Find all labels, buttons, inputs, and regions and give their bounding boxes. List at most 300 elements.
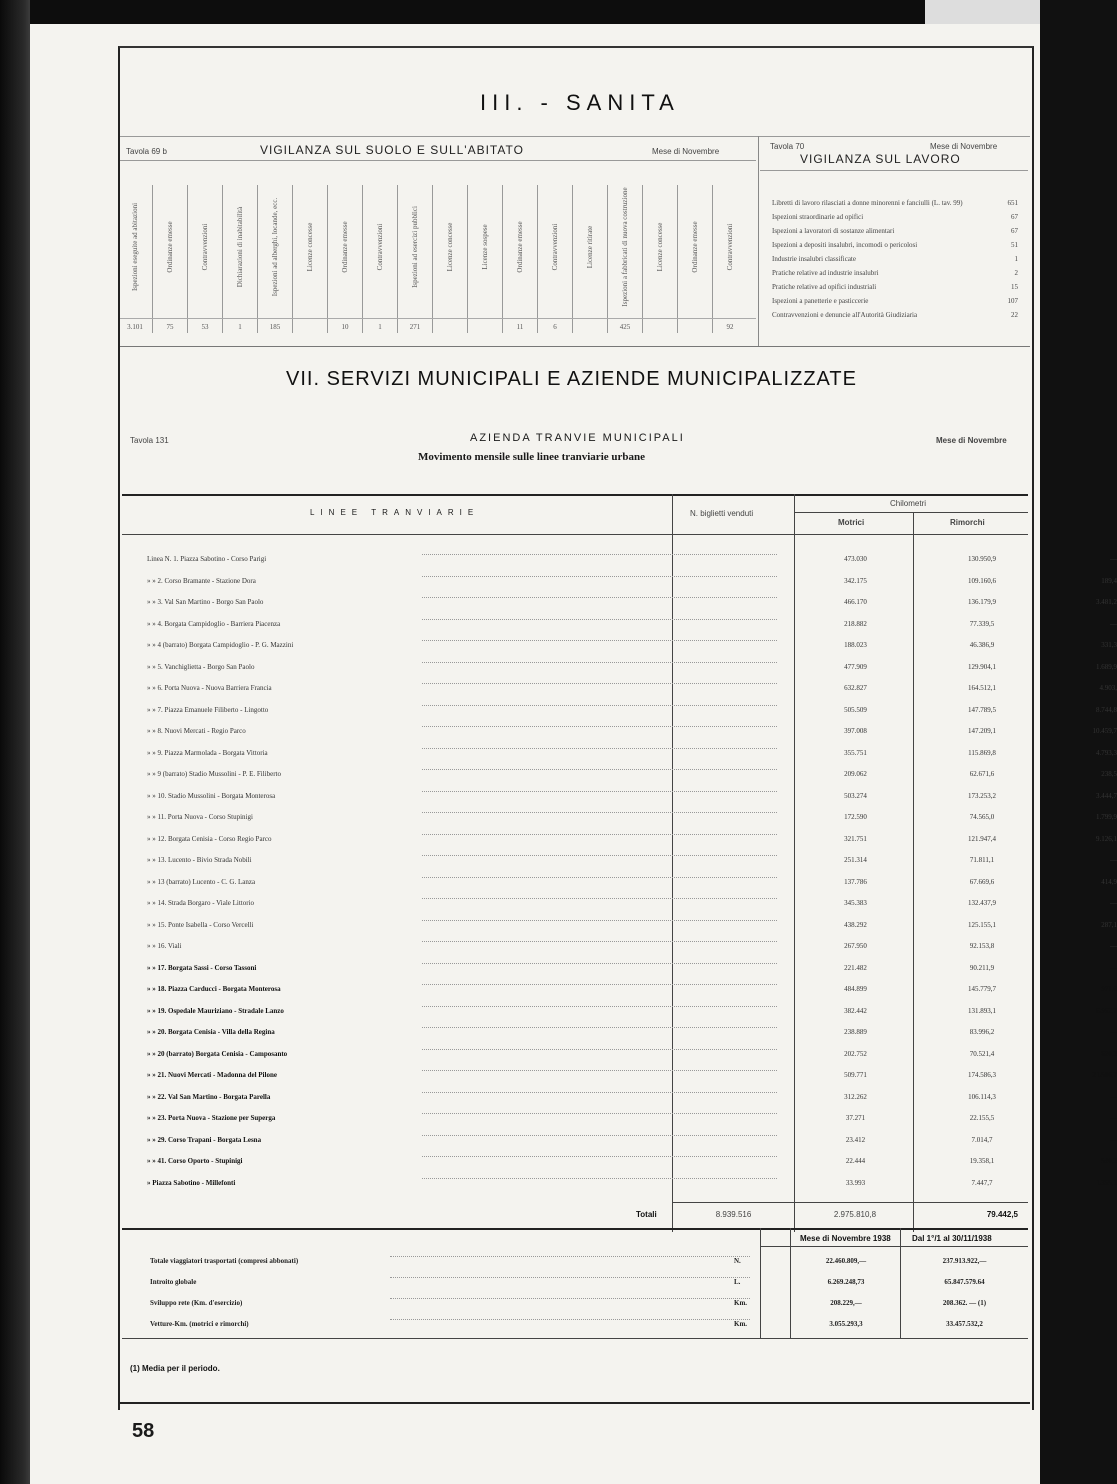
column-separator — [327, 185, 328, 333]
footnote: (1) Media per il periodo. — [130, 1364, 220, 1373]
tav-right-item-label: Ispezioni a panetterie e pasticcerie — [772, 297, 869, 305]
column-separator — [572, 185, 573, 333]
km-rimorchi: 21.566,7 — [1092, 1071, 1117, 1079]
leader-dots — [422, 1178, 777, 1179]
line-name: » » 8. Nuovi Mercati - Regio Parco — [147, 727, 246, 735]
km-rimorchi: 820,3 — [1101, 1049, 1117, 1058]
column-label: Ordinanze emesse — [516, 221, 524, 273]
km-rimorchi: 9.126,1 — [1096, 834, 1117, 843]
tav-left-title: VIGILANZA SUL SUOLO E SULL'ABITATO — [260, 143, 524, 157]
column-separator — [502, 185, 503, 333]
tav-left-value: 75 — [166, 323, 174, 331]
line-name: » » 6. Porta Nuova - Nuova Barriera Francia — [147, 684, 272, 692]
column-separator — [222, 185, 223, 333]
table-row — [122, 1132, 1117, 1150]
column-separator — [607, 185, 608, 333]
column-label: Licenze concesse — [656, 222, 664, 272]
leader-dots — [422, 963, 777, 964]
tav-left-value: 6 — [553, 323, 557, 331]
column-label: Ordinanze emesse — [691, 221, 699, 273]
km-rimorchi: — — [1110, 856, 1117, 864]
km-motrici: 147.789,5 — [968, 705, 996, 714]
km-rimorchi: — — [1110, 1092, 1117, 1101]
line-name: » » 2. Corso Bramante - Stazione Dora — [147, 576, 256, 585]
tav-right-item-label: Industrie insalubri classificate — [772, 255, 856, 263]
leader-dots — [422, 619, 777, 620]
table-row — [122, 1153, 1117, 1171]
line-name: » » 5. Vanchiglietta - Borgo San Paolo — [147, 662, 255, 671]
line-name: » » 22. Val San Martino - Borgata Parella — [147, 1092, 271, 1101]
table-row — [122, 702, 1117, 720]
leader-dots — [422, 726, 777, 727]
km-motrici: 62.671,6 — [969, 770, 995, 778]
line-name: » » 21. Nuovi Mercati - Madonna del Pilone — [147, 1071, 277, 1079]
tav-left-column-header — [579, 188, 601, 306]
column-separator — [257, 185, 258, 333]
leader-dots — [422, 791, 777, 792]
tav-right-item — [772, 310, 1018, 324]
tav-right-item — [772, 254, 1018, 268]
totali-label: Totali — [636, 1210, 657, 1219]
tav-131-subtitle: Movimento mensile sulle linee tranviarie urbane — [418, 451, 645, 463]
summary-month: 3.055.293,3 — [829, 1320, 863, 1328]
tav-left-column-header — [404, 188, 426, 306]
km-motrici: 19.358,1 — [969, 1157, 995, 1165]
km-motrici: 136.179,9 — [968, 598, 996, 606]
tickets-sold: 209.062 — [844, 770, 867, 778]
km-motrici: 129.904,1 — [968, 662, 996, 671]
km-rimorchi: — — [1110, 1135, 1117, 1144]
tickets-sold: 137.786 — [844, 877, 867, 886]
km-motrici: 92.153,8 — [969, 942, 995, 950]
tav-left-column-header — [299, 188, 321, 306]
table-row — [122, 745, 1117, 763]
line-name: » » 3. Val San Martino - Borgo San Paolo — [147, 598, 264, 606]
km-motrici: 77.339,5 — [969, 619, 995, 628]
table-row — [122, 1175, 1117, 1193]
leader-dots — [422, 640, 777, 641]
leader-dots — [422, 920, 777, 921]
summary-unit: Km. — [734, 1320, 748, 1328]
table-row — [122, 809, 1117, 827]
line-name: » » 23. Porta Nuova - Stazione per Superga — [147, 1114, 276, 1122]
km-motrici: 173.253,2 — [968, 791, 996, 800]
section-iii-title: III. - SANITA — [480, 90, 680, 115]
summary-row — [150, 1317, 1028, 1337]
tickets-sold: 251.314 — [844, 856, 867, 864]
tickets-sold: 382.442 — [844, 1006, 867, 1015]
leader-dots — [390, 1319, 750, 1320]
column-label: Contravvenzioni — [551, 223, 559, 271]
line-name: » » 41. Corso Oporto - Stupinigi — [147, 1157, 243, 1165]
table-row — [122, 1046, 1117, 1064]
column-label: Licenze ritirate — [586, 225, 594, 269]
tav-right-item-label: Ispezioni straordinarie ad opifici — [772, 213, 864, 221]
km-rimorchi: 4.793,3 — [1096, 748, 1117, 757]
km-rimorchi: 971,6 — [1101, 985, 1117, 993]
line-name: » » 29. Corso Trapani - Borgata Lesna — [147, 1135, 262, 1144]
tickets-sold: 477.909 — [844, 662, 867, 671]
km-rimorchi: — — [1110, 899, 1117, 907]
tav-right-item-label: Contravvenzioni e denuncie all'Autorità Giudiziaria — [772, 311, 918, 319]
tickets-sold: 267.950 — [844, 942, 867, 950]
tav-131-month: Mese di Novembre — [936, 436, 1007, 445]
summary-label: Vetture-Km. (motrici e rimorchi) — [150, 1320, 249, 1328]
tav-left-column-header — [159, 188, 181, 306]
table-row — [122, 874, 1117, 892]
km-motrici: 106.114,3 — [968, 1092, 996, 1101]
tav-left-value: 53 — [201, 323, 209, 331]
km-rimorchi: 189,4 — [1101, 576, 1117, 585]
tickets-sold: 172.590 — [844, 813, 867, 821]
tav-left-value: 185 — [269, 323, 281, 331]
km-rimorchi: — — [1110, 1028, 1117, 1036]
line-name: » » 9 (barrato) Stadio Mussolini - P. E. Filiberto — [147, 770, 281, 778]
scan-border-top — [30, 0, 925, 24]
leader-dots — [422, 1027, 777, 1028]
table-row — [122, 573, 1117, 591]
km-rimorchi: 10.459,7 — [1092, 727, 1117, 735]
km-rimorchi: 6.952,7 — [1096, 1006, 1117, 1015]
table-row — [122, 680, 1117, 698]
section-vii-title: VII. SERVIZI MUNICIPALI E AZIENDE MUNICIPALIZZATE — [286, 368, 857, 390]
header-motrici: Motrici — [838, 518, 865, 527]
tav-right-item-value: 22 — [1011, 311, 1018, 319]
km-motrici: 125.155,1 — [968, 920, 996, 929]
leader-dots — [422, 898, 777, 899]
km-rimorchi: — — [1110, 619, 1117, 628]
tav-right-item — [772, 226, 1018, 240]
km-rimorchi: — — [1110, 942, 1117, 950]
tav-left-label: Tavola 69 b — [126, 147, 167, 156]
line-name: » » 20 (barrato) Borgata Cenisia - Camposanto — [147, 1049, 288, 1058]
line-name: » » 4 (barrato) Borgata Campidoglio - P. G. Mazzini — [147, 641, 294, 649]
km-rimorchi: — — [1110, 1114, 1117, 1122]
leader-dots — [422, 662, 777, 663]
summary-month: 6.269.248,73 — [827, 1278, 865, 1286]
line-name: » » 13 (barrato) Lucento - C. G. Lanza — [147, 877, 256, 886]
leader-dots — [422, 1092, 777, 1093]
tickets-sold: 342.175 — [844, 576, 867, 585]
column-label: Ispezioni ad alberghi, locande, ecc. — [271, 197, 279, 297]
km-rimorchi: 238,5 — [1101, 770, 1117, 778]
tickets-sold: 466.170 — [844, 598, 867, 606]
tickets-sold: 473.030 — [844, 555, 867, 563]
table-row — [122, 895, 1117, 913]
column-separator — [397, 185, 398, 333]
leader-dots — [390, 1277, 750, 1278]
tav-left-column-header — [614, 188, 636, 306]
tav-left-column-header — [439, 188, 461, 306]
leader-dots — [422, 576, 777, 577]
tav-right-item — [772, 212, 1018, 226]
table-row — [122, 788, 1117, 806]
column-separator — [642, 185, 643, 333]
table-row — [122, 1024, 1117, 1042]
km-rimorchi: 414,9 — [1101, 877, 1117, 886]
leader-dots — [422, 748, 777, 749]
km-motrici: 22.155,5 — [969, 1114, 995, 1122]
table-row — [122, 831, 1117, 849]
km-motrici: 164.512,1 — [968, 684, 996, 692]
leader-dots — [390, 1256, 750, 1257]
table-row — [122, 938, 1117, 956]
table-row — [122, 594, 1117, 612]
tav-131-label: Tavola 131 — [130, 436, 169, 445]
km-motrici: 147.209,1 — [968, 727, 996, 735]
km-rimorchi: 3.444,7 — [1096, 791, 1117, 800]
tav-right-item — [772, 198, 1018, 212]
line-name: » » 13. Lucento - Bivio Strada Nobili — [147, 856, 252, 864]
table-row — [122, 659, 1117, 677]
column-label: Ordinanze emesse — [341, 221, 349, 273]
tav-right-item-value: 651 — [1007, 199, 1018, 207]
km-rimorchi: 1.689,9 — [1096, 662, 1117, 671]
tav-right-label: Tavola 70 — [770, 142, 805, 151]
tickets-sold: 503.274 — [844, 791, 867, 800]
tav-left-column-header — [509, 188, 531, 306]
summary-period: 33.457.532,2 — [946, 1320, 983, 1328]
line-name: » » 7. Piazza Emanuele Filiberto - Lingotto — [147, 705, 269, 714]
leader-dots — [422, 1113, 777, 1114]
tav-left-column-header — [684, 188, 706, 306]
tav-left-value: 425 — [619, 323, 631, 331]
summary-unit: Km. — [734, 1299, 748, 1307]
leader-dots — [422, 705, 777, 706]
tav-left-value: 1 — [238, 323, 242, 331]
km-motrici: 71.811,1 — [969, 856, 995, 864]
leader-dots — [422, 1156, 777, 1157]
leader-dots — [422, 597, 777, 598]
km-motrici: 115.869,8 — [968, 748, 996, 757]
column-label: Contravvenzioni — [726, 223, 734, 271]
line-name: » » 11. Porta Nuova - Corso Stupinigi — [147, 813, 253, 821]
tav-left-column-header — [649, 188, 671, 306]
km-rimorchi: 540,3 — [1101, 1157, 1117, 1165]
km-motrici: 130.950,9 — [968, 555, 996, 563]
summary-col2: Dal 1°/1 al 30/11/1938 — [912, 1234, 992, 1243]
tav-left-value: 11 — [516, 323, 524, 331]
totali-rimorchi: 79.442,5 — [986, 1210, 1018, 1219]
table-row — [122, 766, 1117, 784]
column-separator — [292, 185, 293, 333]
page-number: 58 — [132, 1420, 155, 1442]
tickets-sold: 23.412 — [845, 1135, 866, 1144]
km-motrici: 70.521,4 — [969, 1049, 995, 1058]
column-separator — [152, 185, 153, 333]
leader-dots — [422, 812, 777, 813]
column-label: Ordinanze emesse — [166, 221, 174, 273]
tickets-sold: 397.008 — [844, 727, 867, 735]
tav-right-item-label: Ispezioni a depositi insalubri, incomodi o pericolosi — [772, 241, 918, 249]
column-label: Dichiarazioni di inabitabilità — [236, 206, 244, 288]
summary-period: 237.913.922,— — [942, 1257, 987, 1265]
leader-dots — [422, 1049, 777, 1050]
tickets-sold: 321.751 — [844, 834, 867, 843]
summary-row — [150, 1296, 1028, 1316]
summary-label: Introito globale — [150, 1278, 197, 1286]
km-motrici: 121.947,4 — [968, 834, 996, 843]
tav-left-value: 10 — [341, 323, 349, 331]
tav-right-item-value: 2 — [1014, 269, 1018, 277]
km-motrici: 132.437,9 — [968, 899, 996, 907]
column-separator — [537, 185, 538, 333]
column-separator — [187, 185, 188, 333]
line-name: Linea N. 1. Piazza Sabotino - Corso Parigi — [147, 555, 267, 563]
km-rimorchi: 8.744,8 — [1096, 705, 1117, 714]
table-row — [122, 551, 1117, 569]
column-label: Ispezioni ad esercizi pubblici — [411, 206, 419, 288]
leader-dots — [422, 855, 777, 856]
leader-dots — [422, 941, 777, 942]
totali-motrici: 2.975.810,8 — [833, 1210, 877, 1219]
table-row — [122, 917, 1117, 935]
summary-col1: Mese di Novembre 1938 — [800, 1234, 891, 1243]
line-name: » » 19. Ospedale Mauriziano - Stradale Lanzo — [147, 1006, 284, 1015]
tav-right-item — [772, 282, 1018, 296]
leader-dots — [422, 877, 777, 878]
tav-right-month: Mese di Novembre — [930, 142, 998, 151]
table-row — [122, 616, 1117, 634]
summary-unit: N. — [734, 1257, 741, 1265]
km-motrici: 74.565,0 — [969, 813, 995, 821]
km-motrici: 46.386,9 — [969, 641, 995, 649]
km-motrici: 109.160,6 — [968, 576, 996, 585]
leader-dots — [422, 984, 777, 985]
tav-right-item-value: 67 — [1011, 213, 1018, 221]
tav-left-month: Mese di Novembre — [652, 147, 720, 156]
tickets-sold: 238.889 — [844, 1028, 867, 1036]
table-row — [122, 1110, 1117, 1128]
tav-left-value: 3.101 — [127, 323, 143, 331]
tav-right-item — [772, 268, 1018, 282]
tickets-sold: 188.023 — [844, 641, 867, 649]
column-separator — [712, 185, 713, 333]
column-separator — [432, 185, 433, 333]
km-motrici: 7.014,7 — [971, 1135, 993, 1144]
leader-dots — [390, 1298, 750, 1299]
line-name: » » 12. Borgata Cenisia - Corso Regio Parco — [147, 834, 272, 843]
header-linee: LINEE TRANVIARIE — [310, 508, 480, 517]
tav-right-item-value: 51 — [1011, 241, 1018, 249]
tickets-sold: 202.752 — [844, 1049, 867, 1058]
line-name: » » 4. Borgata Campidoglio - Barriera Piacenza — [147, 619, 281, 628]
tav-left-column-header — [334, 188, 356, 306]
line-name: » » 18. Piazza Carducci - Borgata Monterosa — [147, 985, 281, 993]
tickets-sold: 505.509 — [844, 705, 867, 714]
km-rimorchi: — — [1110, 963, 1117, 972]
summary-row — [150, 1275, 1028, 1295]
column-label: Licenze sospese — [481, 224, 489, 270]
tav-left-column-header — [369, 188, 391, 306]
tav-left-column-header — [264, 188, 286, 306]
tav-right-item — [772, 296, 1018, 310]
km-rimorchi: 4.903, — [1099, 684, 1117, 692]
leader-dots — [422, 554, 777, 555]
summary-month: 22.460.809,— — [825, 1257, 867, 1265]
tickets-sold: 355.751 — [844, 748, 867, 757]
table-row — [122, 960, 1117, 978]
tickets-sold: 484.899 — [844, 985, 867, 993]
leader-dots — [422, 683, 777, 684]
line-name: » Piazza Sabotino - Millefonti — [147, 1178, 236, 1187]
line-name: » » 9. Piazza Marmolada - Borgata Vittoria — [147, 748, 268, 757]
km-motrici: 67.669,6 — [969, 877, 995, 886]
line-name: » » 16. Viali — [147, 942, 182, 950]
table-row — [122, 981, 1117, 999]
tav-left-column-header — [474, 188, 496, 306]
tav-right-item-label: Libretti di lavoro rilasciati a donne minorenni e fanciulli (L. tav. 99) — [772, 199, 963, 207]
line-name: » » 10. Stadio Mussolini - Borgata Monterosa — [147, 791, 276, 800]
table-row — [122, 852, 1117, 870]
km-motrici: 145.779,7 — [968, 985, 996, 993]
leader-dots — [422, 1135, 777, 1136]
line-name: » » 17. Borgata Sassi - Corso Tassoni — [147, 963, 257, 972]
line-name: » » 20. Borgata Cenisia - Villa della Regina — [147, 1028, 275, 1036]
leader-dots — [422, 769, 777, 770]
leader-dots — [422, 834, 777, 835]
totali-biglietti: 8.939.516 — [715, 1210, 752, 1219]
tav-right-item-label: Pratiche relative ad industrie insalubri — [772, 269, 879, 277]
km-rimorchi: 287,1 — [1101, 920, 1117, 929]
table-row — [122, 1089, 1117, 1107]
summary-label: Sviluppo rete (Km. d'esercizio) — [150, 1299, 243, 1307]
km-motrici: 83.996,2 — [969, 1028, 995, 1036]
table-row — [122, 723, 1117, 741]
summary-period: 208.362. — (1) — [942, 1299, 987, 1307]
tickets-sold: 22.444 — [845, 1157, 866, 1165]
line-name: » » 14. Strada Borgaro - Viale Littorio — [147, 899, 255, 907]
tav-131-title: AZIENDA TRANVIE MUNICIPALI — [470, 432, 685, 444]
tav-right-item-value: 67 — [1011, 227, 1018, 235]
scan-border-corner — [925, 0, 1040, 24]
tickets-sold: 509.771 — [844, 1071, 867, 1079]
summary-month: 208.229,— — [830, 1299, 862, 1307]
tav-left-value: 92 — [726, 323, 734, 331]
tav-right-title: VIGILANZA SUL LAVORO — [800, 152, 961, 166]
km-rimorchi: 331,3 — [1101, 641, 1117, 649]
tickets-sold: 438.292 — [844, 920, 867, 929]
summary-unit: L. — [734, 1278, 741, 1286]
table-row — [122, 1067, 1117, 1085]
header-rimorchi: Rimorchi — [950, 518, 985, 527]
column-label: Contravvenzioni — [201, 223, 209, 271]
column-label: Ispezioni a fabbricati di nuova costruzione — [621, 187, 629, 307]
tav-left-column-header — [194, 188, 216, 306]
column-label: Licenze concesse — [446, 222, 454, 272]
line-name: » » 15. Ponte Isabella - Corso Vercelli — [147, 920, 254, 929]
column-separator — [467, 185, 468, 333]
tickets-sold: 218.882 — [844, 619, 867, 628]
km-motrici: 174.586,3 — [968, 1071, 996, 1079]
km-motrici: 7.447,7 — [971, 1178, 993, 1187]
tav-left-column-header — [229, 188, 251, 306]
tickets-sold: 345.383 — [844, 899, 867, 907]
km-rimorchi: 1.799,9 — [1096, 813, 1117, 821]
km-rimorchi: — — [1110, 555, 1117, 563]
km-motrici: 131.893,1 — [968, 1006, 996, 1015]
tav-right-item — [772, 240, 1018, 254]
km-motrici: 90.211,9 — [969, 963, 995, 972]
tav-left-value: 1 — [378, 323, 382, 331]
column-label: Licenze concesse — [306, 222, 314, 272]
column-label: Ispezioni eseguite ad abitazioni — [131, 202, 139, 292]
tav-left-column-header — [544, 188, 566, 306]
tav-left-column-header — [124, 188, 146, 306]
column-separator — [362, 185, 363, 333]
tickets-sold: 221.482 — [844, 963, 867, 972]
km-rimorchi: 1.355,1 — [1096, 1178, 1117, 1187]
